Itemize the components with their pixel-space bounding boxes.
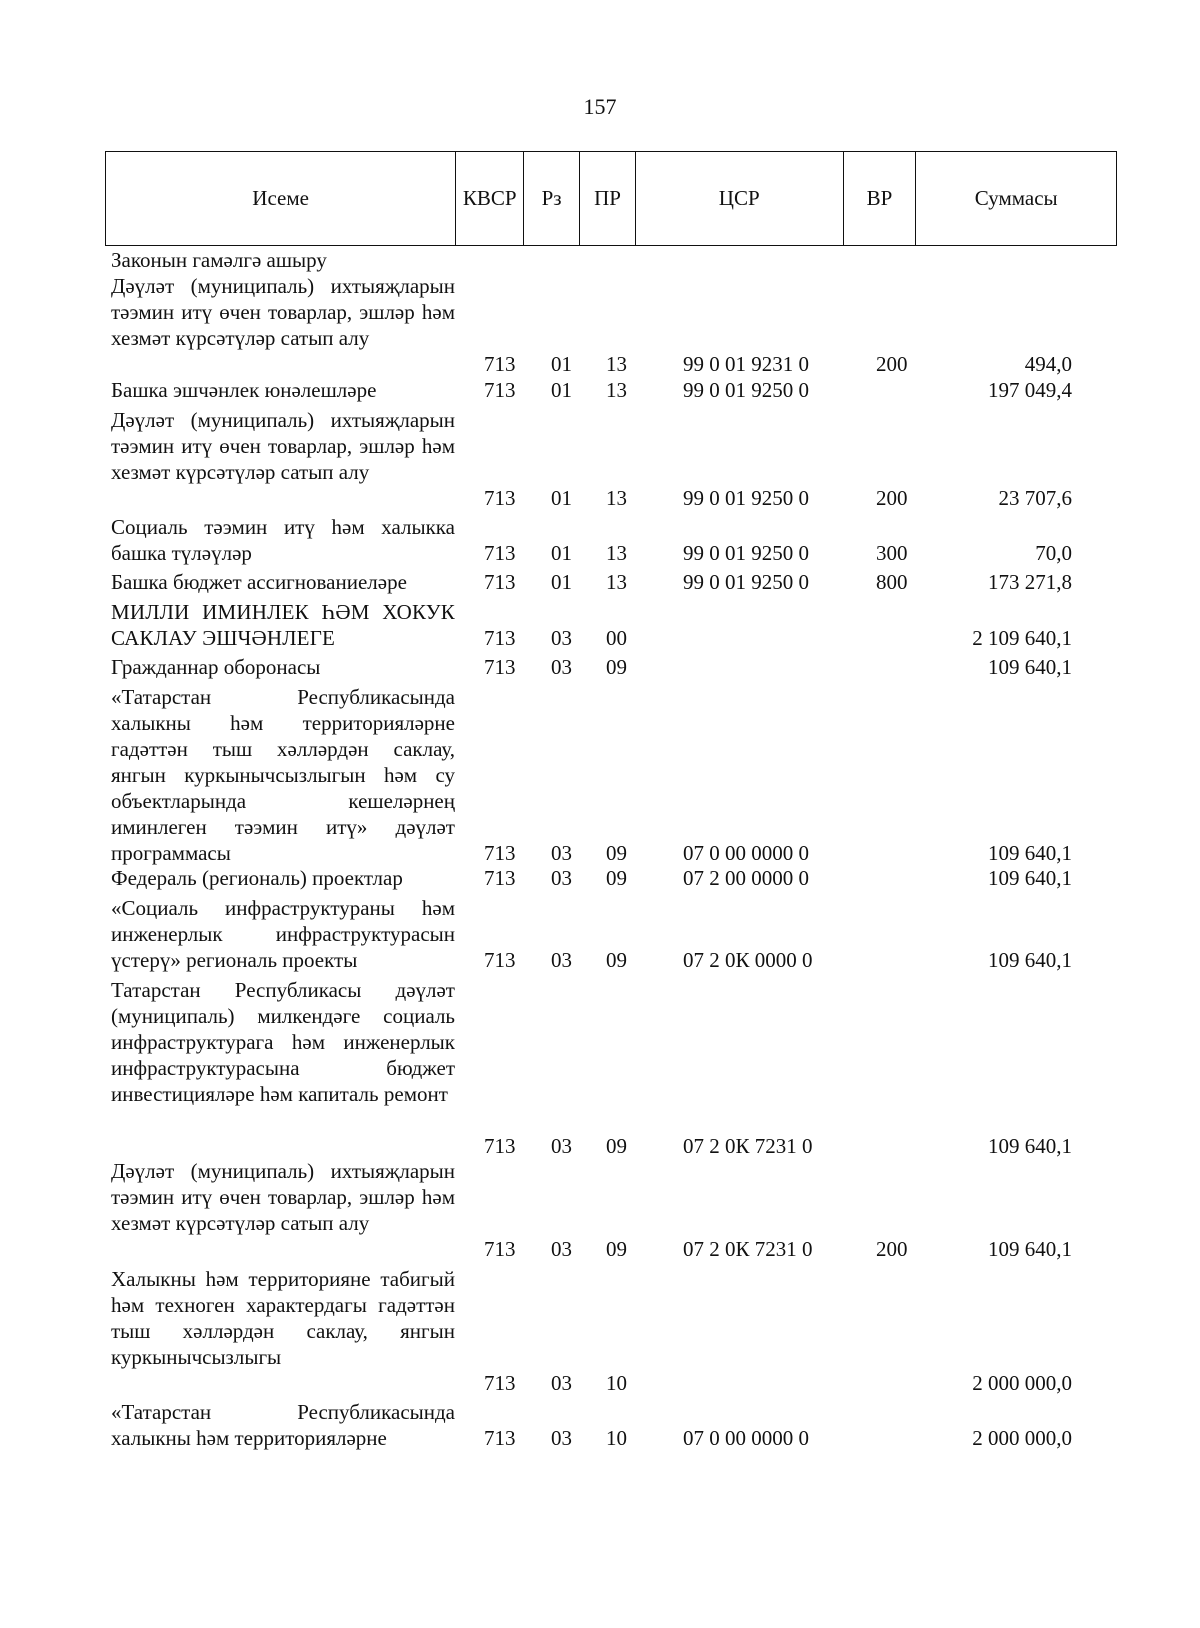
table-row [105, 654, 1117, 680]
row-rz: 03 [551, 866, 572, 890]
row-csr: 99 0 01 9250 0 [683, 378, 809, 402]
row-csr: 99 0 01 9250 0 [683, 541, 809, 565]
row-rz: 03 [551, 1134, 572, 1158]
row-sum: 2 000 000,0 [972, 1371, 1072, 1395]
table-row [105, 1399, 1117, 1451]
row-sum: 173 271,8 [988, 570, 1072, 594]
row-pr: 09 [606, 841, 627, 865]
row-sum: 494,0 [1024, 352, 1072, 376]
row-sum: 109 640,1 [988, 1237, 1072, 1261]
table-row [105, 684, 1117, 866]
row-pr: 00 [606, 626, 627, 650]
row-kvsr: 713 [484, 948, 516, 972]
row-kvsr: 713 [484, 541, 516, 565]
row-name: «Татарстан Республикасында халыкны һәм территорияләрне гадәттән тыш хәлләрдән саклау, янгын куркынычсызлыгын һәм су объектларында кешеләрнең иминлеген тәэмин итү» дәүләт программасы [111, 685, 455, 865]
header-name: Исеме [106, 152, 456, 245]
table-row [105, 569, 1117, 595]
row-kvsr: 713 [484, 570, 516, 594]
row-vr: 200 [876, 1237, 908, 1261]
row-csr: 07 2 0К 7231 0 [683, 1237, 813, 1261]
row-pr: 09 [606, 1134, 627, 1158]
row-kvsr: 713 [484, 1134, 516, 1158]
row-name: Халыкны һәм территорияне табигый һәм техноген характердагы гадәттән тыш хәлләрдән саклау, янгын куркынычсызлыгы [111, 1267, 455, 1369]
row-kvsr: 713 [484, 626, 516, 650]
table-row [105, 865, 1117, 891]
row-vr: 200 [876, 486, 908, 510]
row-rz: 01 [551, 486, 572, 510]
row-sum: 2 109 640,1 [972, 626, 1072, 650]
table-row [105, 514, 1117, 566]
row-rz: 01 [551, 352, 572, 376]
row-rz: 03 [551, 1426, 572, 1450]
row-name: «Татарстан Республикасында халыкны һәм территорияләрне [111, 1400, 455, 1450]
table-row [105, 247, 1117, 273]
row-pr: 09 [606, 1237, 627, 1261]
row-sum: 109 640,1 [988, 655, 1072, 679]
row-rz: 03 [551, 655, 572, 679]
row-kvsr: 713 [484, 1426, 516, 1450]
header-sum: Суммасы [974, 186, 1058, 210]
row-pr: 09 [606, 655, 627, 679]
table-header [105, 151, 1117, 246]
row-csr: 99 0 01 9231 0 [683, 352, 809, 376]
row-kvsr: 713 [484, 1237, 516, 1261]
row-pr: 10 [606, 1426, 627, 1450]
row-rz: 03 [551, 1371, 572, 1395]
row-rz: 03 [551, 948, 572, 972]
row-kvsr: 713 [484, 655, 516, 679]
row-pr: 13 [606, 352, 627, 376]
row-rz: 01 [551, 378, 572, 402]
row-pr: 13 [606, 378, 627, 402]
table-row [105, 273, 1117, 377]
row-kvsr: 713 [484, 352, 516, 376]
row-name: Федераль (региональ) проектлар [111, 866, 403, 890]
row-sum: 197 049,4 [988, 378, 1072, 402]
row-kvsr: 713 [484, 866, 516, 890]
table-row [105, 599, 1117, 651]
row-vr: 200 [876, 352, 908, 376]
row-name: Социаль тәэмин итү һәм халыкка башка түләүләр [111, 515, 455, 565]
row-name: Дәүләт (муниципаль) ихтыяҗларын тәэмин итү өчен товарлар, эшләр һәм хезмәт күрсәтүләр сатып алу [111, 1159, 455, 1235]
row-sum: 109 640,1 [988, 1134, 1072, 1158]
row-rz: 01 [551, 541, 572, 565]
row-pr: 13 [606, 486, 627, 510]
row-pr: 09 [606, 948, 627, 972]
row-csr: 07 0 00 0000 0 [683, 1426, 809, 1450]
row-csr: 07 2 0К 7231 0 [683, 1134, 813, 1158]
row-csr: 99 0 01 9250 0 [683, 486, 809, 510]
page-number: 157 [583, 94, 617, 119]
row-kvsr: 713 [484, 378, 516, 402]
row-rz: 01 [551, 570, 572, 594]
row-sum: 109 640,1 [988, 866, 1072, 890]
row-name: Дәүләт (муниципаль) ихтыяҗларын тәэмин итү өчен товарлар, эшләр һәм хезмәт күрсәтүләр сатып алу [111, 408, 455, 484]
row-name: Татарстан Республикасы дәүләт (муниципаль) милкендәге социаль инфраструктурага һәм инженерлык инфраструктурасына бюджет инвестицияләре һәм капиталь ремонт [111, 978, 455, 1106]
table-row [105, 1158, 1117, 1262]
row-csr: 07 2 00 0000 0 [683, 866, 809, 890]
header-vr: ВР [844, 152, 917, 245]
row-rz: 03 [551, 626, 572, 650]
row-csr: 99 0 01 9250 0 [683, 570, 809, 594]
header-rz: Рз [524, 152, 580, 245]
row-rz: 03 [551, 1237, 572, 1261]
row-pr: 13 [606, 541, 627, 565]
row-pr: 13 [606, 570, 627, 594]
row-name: Дәүләт (муниципаль) ихтыяҗларын тәэмин итү өчен товарлар, эшләр һәм хезмәт күрсәтүләр сатып алу [111, 274, 455, 350]
row-kvsr: 713 [484, 1371, 516, 1395]
row-name: Гражданнар оборонасы [111, 655, 321, 679]
row-pr: 10 [606, 1371, 627, 1395]
row-csr: 07 2 0К 0000 0 [683, 948, 813, 972]
header-pr: ПР [580, 152, 636, 245]
table-row [105, 977, 1117, 1159]
row-vr: 300 [876, 541, 908, 565]
row-name: Законын гамәлгә ашыру [111, 248, 327, 272]
row-sum: 70,0 [1035, 541, 1072, 565]
table-row [105, 377, 1117, 403]
row-name: МИЛЛИ ИМИНЛЕК ҺӘМ ХОКУК САКЛАУ ЭШЧӘНЛЕГЕ [111, 600, 455, 650]
row-pr: 09 [606, 866, 627, 890]
row-name: Башка бюджет ассигнованиеләре [111, 570, 407, 594]
header-csr: ЦСР [636, 152, 844, 245]
row-sum: 109 640,1 [988, 948, 1072, 972]
table-row [105, 407, 1117, 511]
table-row [105, 895, 1117, 973]
row-rz: 03 [551, 841, 572, 865]
table-row [105, 1266, 1117, 1396]
row-kvsr: 713 [484, 486, 516, 510]
row-csr: 07 0 00 0000 0 [683, 841, 809, 865]
row-name: Башка эшчәнлек юнәлешләре [111, 378, 377, 402]
header-kvsr: КВСР [456, 152, 524, 245]
row-kvsr: 713 [484, 841, 516, 865]
row-vr: 800 [876, 570, 908, 594]
row-name: «Социаль инфраструктураны һәм инженерлык инфраструктурасын үстерү» региональ проекты [111, 896, 455, 972]
row-sum: 2 000 000,0 [972, 1426, 1072, 1450]
row-sum: 109 640,1 [988, 841, 1072, 865]
row-sum: 23 707,6 [998, 486, 1072, 510]
